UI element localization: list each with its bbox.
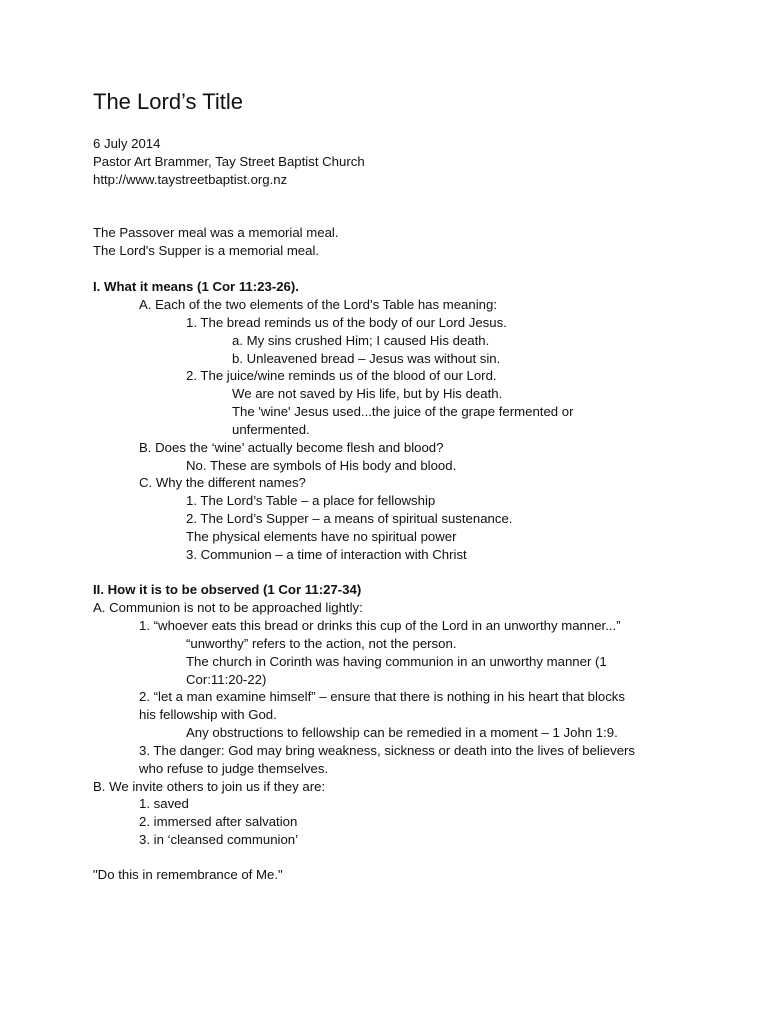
outline-note: No. These are symbols of His body and blood. — [186, 458, 457, 473]
outline-note: The 'wine' Jesus used...the juice of the grape fermented or — [232, 404, 574, 419]
outline-item: 2. The Lord’s Supper – a means of spiritual sustenance. — [186, 511, 513, 526]
outline-item: 1. saved — [139, 796, 189, 811]
outline-item: b. Unleavened bread – Jesus was without sin. — [232, 351, 501, 366]
outline-note: “unworthy” refers to the action, not the person. — [186, 636, 457, 651]
outline-item: A. Communion is not to be approached lightly: — [93, 600, 363, 615]
outline-item: A. Each of the two elements of the Lord’s Table has meaning: — [139, 297, 497, 312]
outline-note: The physical elements have no spiritual power — [186, 529, 457, 544]
intro-line: The Lord's Supper is a memorial meal. — [93, 243, 320, 258]
section-1-heading: I. What it means (1 Cor 11:23-26). — [93, 279, 299, 294]
outline-item: B. Does the ‘wine’ actually become flesh and blood? — [139, 440, 444, 455]
outline-note: Any obstructions to fellowship can be remedied in a moment – 1 John 1:9. — [186, 725, 618, 740]
outline-item: 1. The Lord’s Table – a place for fellowship — [186, 493, 436, 508]
section-2-heading: II. How it is to be observed (1 Cor 11:27-34) — [93, 582, 362, 597]
outline-item: 3. Communion – a time of interaction with Christ — [186, 547, 467, 562]
document-title: The Lord’s Title — [93, 89, 244, 114]
outline-item: 3. in ‘cleansed communion’ — [139, 832, 299, 847]
outline-note: unfermented. — [232, 422, 310, 437]
outline-item: a. My sins crushed Him; I caused His death. — [232, 333, 490, 348]
outline-item: 1. “whoever eats this bread or drinks this cup of the Lord in an unworthy manner...” — [139, 618, 621, 633]
outline-item: 3. The danger: God may bring weakness, sickness or death into the lives of believers — [139, 743, 636, 758]
outline-note: The church in Corinth was having communion in an unworthy manner (1 — [186, 654, 607, 669]
outline-note: We are not saved by His life, but by His death. — [232, 386, 503, 401]
document-author: Pastor Art Brammer, Tay Street Baptist Church — [93, 154, 365, 169]
closing-quote: "Do this in remembrance of Me." — [93, 867, 283, 882]
outline-note: Cor:11:20-22) — [186, 672, 267, 687]
outline-item: 1. The bread reminds us of the body of our Lord Jesus. — [186, 315, 507, 330]
intro-line: The Passover meal was a memorial meal. — [93, 225, 339, 240]
outline-item: 2. The juice/wine reminds us of the blood of our Lord. — [186, 368, 497, 383]
outline-item: B. We invite others to join us if they are: — [93, 779, 326, 794]
outline-item: 2. immersed after salvation — [139, 814, 298, 829]
outline-item: 2. “let a man examine himself” – ensure that there is nothing in his heart that blocks — [139, 689, 625, 704]
document-url: http://www.taystreetbaptist.org.nz — [93, 172, 288, 187]
document-date: 6 July 2014 — [93, 136, 161, 151]
outline-item: his fellowship with God. — [139, 707, 277, 722]
outline-item: who refuse to judge themselves. — [139, 761, 329, 776]
outline-item: C. Why the different names? — [139, 475, 306, 490]
